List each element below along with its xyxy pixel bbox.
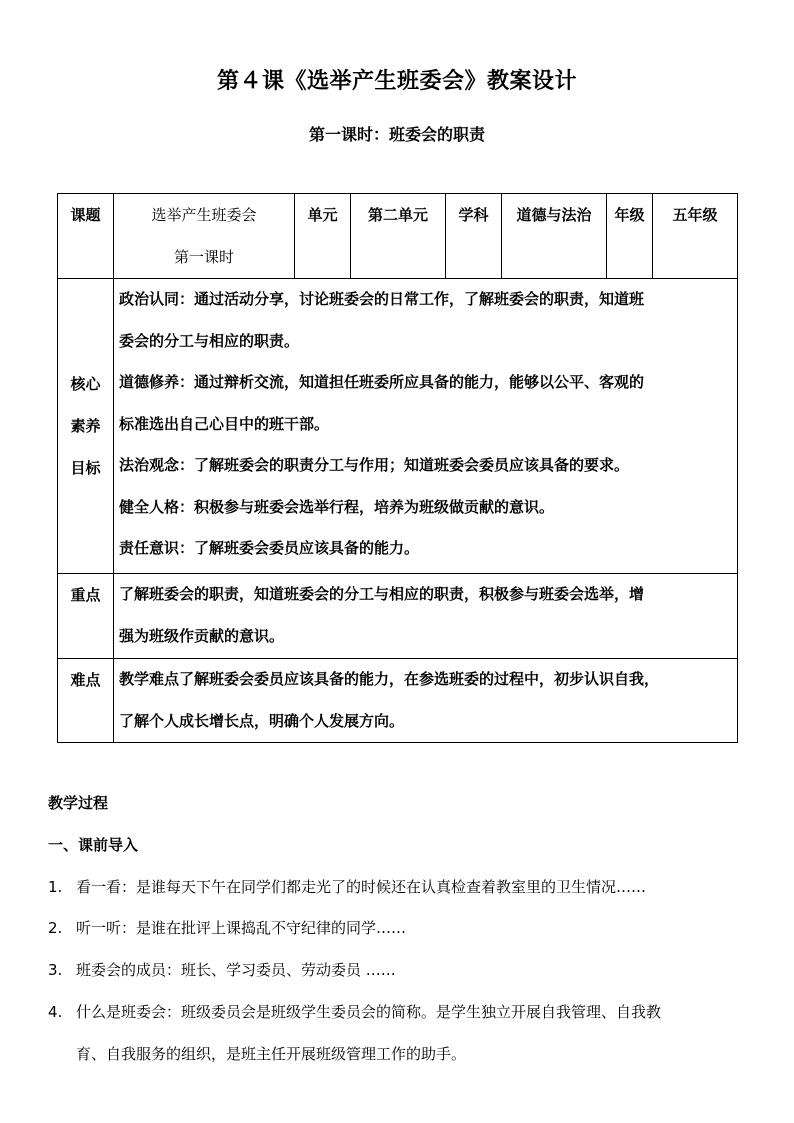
document-subtitle: 第一课时：班委会的职责 [308,125,485,144]
list-item-text: 看一看：是谁每天下午在同学们都走光了的时候还在认真检查着教室里的卫生情况…… [76,878,647,896]
section-intro-heading: 一、课前导入 [48,836,139,854]
header-grade-label: 年级 [607,194,653,279]
topic-cell [114,194,295,279]
topic-name: 选举产生班委会 [151,206,257,224]
key-points-content [114,574,738,659]
header-subject-label: 学科 [446,194,502,279]
header-topic-label: 课题 [58,194,114,279]
key-point-line: 强为班级作贡献的意识。 [119,626,285,645]
list-item [48,1001,661,1022]
list-item [48,876,646,897]
list-item-number: 4. [48,1003,63,1021]
list-item-continuation: 育、自我服务的组织，是班主任开展班级管理工作的助手。 [76,1045,467,1063]
grade-value: 五年级 [653,194,738,279]
header-row [58,194,738,279]
unit-value: 第二单元 [351,194,446,279]
list-item [48,917,406,938]
header-unit-label: 单元 [295,194,351,279]
goal-line: 健全人格：积极参与班委会选举行程，培养为班级做贡献的意识。 [119,497,555,516]
goal-line: 委会的分工与相应的职责。 [119,331,300,350]
goals-label [58,279,114,574]
goal-line: 标准选出自己心目中的班干部。 [119,414,330,433]
lesson-plan-table [57,193,738,743]
goal-line: 道德修养：通过辩析交流，知道担任班委所应具备的能力，能够以公平、客观的 [119,373,645,391]
difficulty-label: 难点 [58,659,114,743]
difficulty-line: 教学难点了解班委会委员应该具备的能力，在参选班委的过程中，初步认识自我， [119,670,660,688]
goals-label-line2: 素养 [70,417,101,435]
subject-value: 道德与法治 [502,194,607,279]
list-item-text: 什么是班委会：班级委员会是班级学生委员会的简称。是学生独立开展自我管理、自我教 [76,1003,662,1021]
list-item-number: 1. [48,878,63,896]
goals-row [58,279,738,574]
difficulty-content [114,659,738,743]
goal-line: 政治认同：通过活动分享，讨论班委会的日常工作，了解班委会的职责，知道班 [119,290,645,308]
list-item [48,959,396,980]
goals-label-line1: 核心 [70,375,101,393]
topic-period: 第一课时 [173,248,234,266]
difficulty-line: 了解个人成长增长点，明确个人发展方向。 [119,711,405,730]
list-item-number: 3. [48,961,63,979]
goals-content [114,279,738,574]
goal-line: 法治观念：了解班委会的职责分工与作用；知道班委会委员应该具备的要求。 [119,456,630,474]
difficulty-row [58,659,738,743]
process-heading: 教学过程 [48,794,109,812]
key-points-label: 重点 [58,574,114,659]
list-item-text: 听一听：是谁在批评上课捣乱不守纪律的同学…… [76,919,407,937]
key-points-row [58,574,738,659]
key-point-line: 了解班委会的职责，知道班委会的分工与相应的职责，积极参与班委会选举，增 [119,585,645,603]
goals-label-line3: 目标 [70,459,101,477]
list-item-text: 班委会的成员：班长、学习委员、劳动委员 …… [76,961,396,979]
goal-line: 责任意识：了解班委会委员应该具备的能力。 [119,539,420,557]
list-item-number: 2. [48,919,63,937]
document-title: 第４课《选举产生班委会》教案设计 [216,69,577,94]
